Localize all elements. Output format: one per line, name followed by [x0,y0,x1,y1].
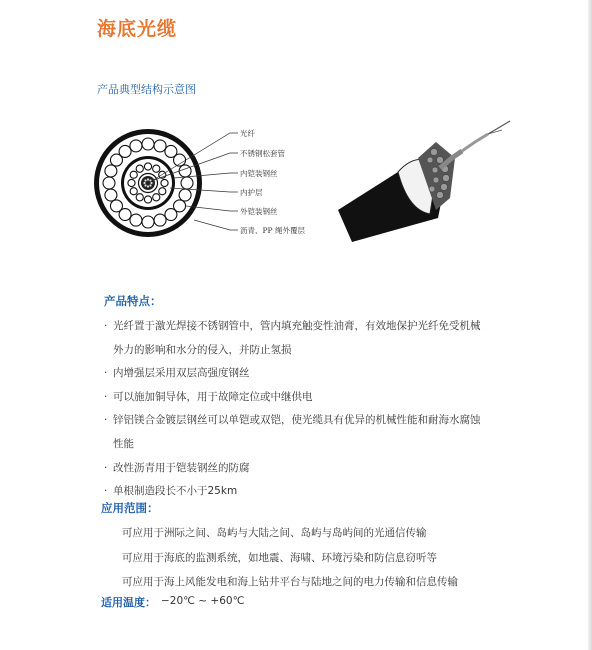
application-item: 可应用于海上风能发电和海上钻井平台与陆地之间的电力传输和信息传输 [122,576,458,588]
fiber-core [144,179,146,181]
label-inner-armor: 内铠装钢丝 [240,169,278,178]
armor-wire [136,194,143,201]
feature-item: · 单根制造段长不小于25km [104,480,524,504]
label-inner-sheath: 内护层 [240,188,263,197]
armor-wire [128,179,135,186]
label-steel-tube: 不锈钢松套管 [240,149,285,158]
armor-wire [144,196,151,203]
armor-wire [136,165,143,172]
armor-wire [119,145,131,157]
armor-wire [154,140,166,152]
armor-wire [103,177,115,189]
application-item: 可应用于洲际之间、岛屿与大陆之间、岛屿与岛屿间的光通信传输 [122,527,427,539]
label-outer-covering: 沥青、PP 绳外覆层 [240,226,305,235]
armor-wire [153,194,160,201]
page-title: 海底光缆 [97,18,178,40]
armor-wire [144,163,151,170]
application-item: 可应用于海底的监测系统，如地震、海啸、环境污染和防信息窃听等 [122,551,437,564]
cable-perspective-image [338,121,510,242]
cable-diagram [90,118,520,248]
fiber-core [143,182,145,184]
armor-wire [130,140,142,152]
temperature-label: 适用温度： [101,596,156,609]
armor-wire [130,214,142,226]
armor-wire [105,189,117,201]
fiber-core [150,182,152,184]
applications-heading: 应用范围： [101,501,159,515]
armor-wire [142,138,154,150]
applications-list [122,521,458,595]
temperature-value: −20℃ ~ +60℃ [161,595,245,607]
armor-wire [130,188,137,195]
label-fiber: 光纤 [240,129,255,138]
cable-cross-section [94,129,202,237]
armor-wire [179,165,191,177]
armor-wire [159,188,166,195]
armor-wire [154,214,166,226]
armor-wire [110,200,122,212]
armor-wire [153,165,160,172]
armor-wire [130,171,137,178]
diagram-title: 产品典型结构示意图 [97,83,196,96]
feature-item: · 可以施加铜导体，用于故障定位或中继供电 [104,386,524,410]
armor-wire [105,165,117,177]
fiber-core [147,178,149,180]
feature-item: · 锌铝镁合金镀层钢丝可以单铠或双铠，使光缆具有优异的机械性能和耐海水腐蚀 性能 [104,409,524,456]
fiber-core [149,184,151,186]
features-list [104,315,524,504]
armor-wire [181,177,193,189]
feature-item: · 光纤置于激光焊接不锈钢管中，管内填充触变性油膏，有效地保护光纤免受机械 外力的影响和水分的侵入，并防止氢损 [104,315,524,362]
features-heading: 产品特点： [104,294,162,308]
fiber-core [147,185,149,187]
feature-item: · 内增强层采用双层高强度钢丝 [104,362,524,386]
armor-wire [165,209,177,221]
fiber-core [144,184,146,186]
page-edge [588,0,592,650]
armor-wire [161,179,168,186]
label-outer-armor: 外铠装钢丝 [240,207,278,216]
armor-wire [179,189,191,201]
armor-wire [142,216,154,228]
feature-item: · 改性沥青用于铠装钢丝的防腐 [104,457,524,481]
